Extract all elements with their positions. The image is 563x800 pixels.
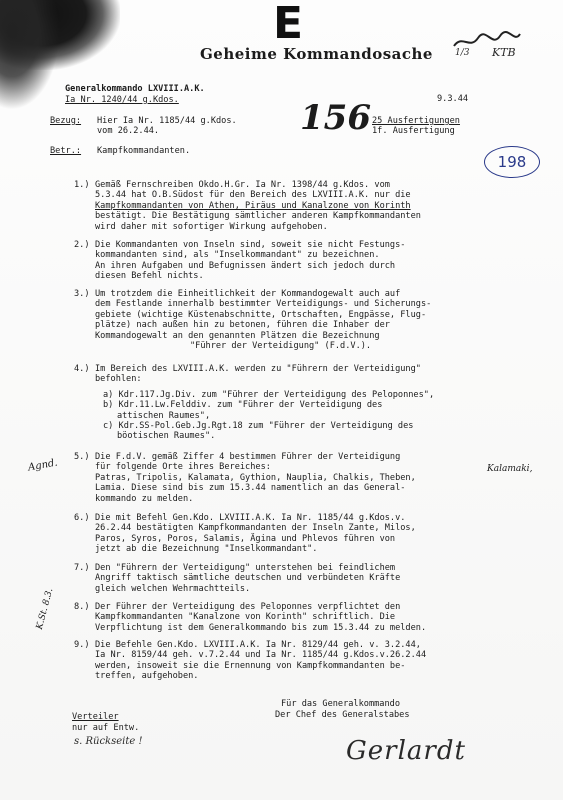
text-line: Angriff taktisch sämtliche deutschen und verbündeten Kräfte xyxy=(95,573,401,584)
text-line: Gemäß Fernschreiben Okdo.H.Gr. Ia Nr. 1398/44 g.Kdos. vom xyxy=(95,180,390,190)
copy-number: 1f. Ausfertigung xyxy=(372,126,455,136)
margin-note-agnd: Agnd. xyxy=(27,457,59,474)
paragraph-number: 5.) xyxy=(74,452,90,462)
text-line: Kommandogewalt an den genannten Plätzen die Bezeichnung xyxy=(95,330,380,341)
distribution-label: Verteiler xyxy=(72,712,119,722)
classification-stamp: Geheime Kommandosache xyxy=(200,45,433,63)
bezug-line-2: vom 26.2.44. xyxy=(97,126,160,136)
text-line: Der Führer der Verteidigung des Peloponnes verpflichtet den xyxy=(95,602,401,612)
issuer-line: Generalkommando LXVIII.A.K. xyxy=(65,84,205,94)
text-line: diesen Befehl nichts. xyxy=(95,271,204,282)
paragraph-9 xyxy=(74,640,545,682)
text-line: treffen, aufgehoben. xyxy=(95,671,199,682)
paragraph-4 xyxy=(74,364,545,442)
text-line: Kampfkommandanten von Athen, Piräus und Kanalzone von Korinth xyxy=(95,200,411,211)
paragraph-number: 4.) xyxy=(74,364,90,374)
document-date: 9.3.44 xyxy=(437,94,469,104)
pen-note: s. Rückseite ! xyxy=(74,736,143,747)
list-item: c) Kdr.SS-Pol.Geb.Jg.Rgt.18 zum "Führer der Verteidigung des xyxy=(103,421,414,432)
text-line: befohlen: xyxy=(95,374,142,385)
text-line: Den "Führern der Verteidigung" unterstehen bei feindlichem xyxy=(95,563,396,573)
paragraph-6 xyxy=(74,513,545,555)
paragraph-number: 6.) xyxy=(74,513,90,523)
text-line: Kampfkommandanten "Kanalzone von Korinth" schriftlich. Die xyxy=(95,612,396,623)
top-fraction: 1/3 xyxy=(455,48,470,58)
paragraph-3 xyxy=(74,289,545,352)
reference-line: Ia Nr. 1240/44 g.Kdos. xyxy=(65,95,179,105)
paragraph-7 xyxy=(74,563,545,594)
text-line: Im Bereich des LXVIII.A.K. werden zu "Führern der Verteidigung" xyxy=(95,364,421,374)
paragraph-number: 9.) xyxy=(74,640,90,650)
text-line: plätze) nach außen hin zu betonen, führen die Inhaber der xyxy=(95,320,390,331)
subject-line: Kampfkommandanten. xyxy=(97,146,191,156)
handwritten-insert: Kalamaki, xyxy=(487,464,533,474)
bezug-label: Bezug: xyxy=(50,116,82,126)
list-item: attischen Raumes", xyxy=(117,410,211,421)
text-line: 26.2.44 bestätigten Kampfkommandanten der Inseln Zante, Milos, xyxy=(95,523,416,534)
list-item: b) Kdr.11.Lw.Felddiv. zum "Führer der Verteidigung des xyxy=(103,400,383,411)
signature-block-line-2: Der Chef des Generalstabes xyxy=(275,710,410,720)
text-line: jetzt ab die Bezeichnung "Inselkommandant". xyxy=(95,544,318,555)
text-line: 5.3.44 hat O.B.Südost für den Bereich des LXVIII.A.K. nur die xyxy=(95,190,411,201)
bezug-line-1: Hier Ia Nr. 1185/44 g.Kdos. xyxy=(97,116,237,126)
distribution-note: nur auf Entw. xyxy=(72,723,140,733)
text-line: "Führer der Verteidigung" (F.d.V.). xyxy=(190,341,372,352)
text-line: Paros, Syros, Poros, Salamis, Ägina und Phlevos führen von xyxy=(95,533,396,544)
text-line: gebiete (wichtige Küstenabschnitte, Ortschaften, Engpässe, Flug- xyxy=(95,309,427,320)
text-line: An ihren Aufgaben und Befugnissen ändert sich jedoch durch xyxy=(95,260,396,271)
copies-count: 25 Ausfertigungen xyxy=(372,116,460,126)
handwritten-signature: Gerlardt xyxy=(346,736,466,766)
list-item: böotischen Raumes". xyxy=(117,431,216,442)
text-line: kommandanten sind, als "Inselkommandant" zu bezeichnen. xyxy=(95,250,380,261)
text-line: Um trotzdem die Einheitlichkeit der Kommandogewalt auch auf xyxy=(95,289,401,299)
text-line: bestätigt. Die Bestätigung sämtlicher anderen Kampfkommandanten xyxy=(95,211,421,222)
paragraph-number: 7.) xyxy=(74,563,90,573)
ink-blot-edge xyxy=(0,0,60,110)
text-line: Patras, Tripolis, Kalamata, Gythion, Nauplia, Chalkis, Theben, xyxy=(95,472,416,483)
paragraph-number: 3.) xyxy=(74,289,90,299)
text-line: Verpflichtung ist dem Generalkommando bis zum 15.3.44 zu melden. xyxy=(95,622,427,633)
handwritten-number: 156 xyxy=(300,98,371,138)
ktb-note: KTB xyxy=(492,46,516,59)
paragraph-number: 8.) xyxy=(74,602,90,612)
betr-label: Betr.: xyxy=(50,146,82,156)
text-line: Ia Nr. 8159/44 geh. v.7.2.44 und Ia Nr. 1185/44 g.Kdos.v.26.2.44 xyxy=(95,650,427,661)
paragraph-number: 2.) xyxy=(74,240,90,250)
paragraph-1 xyxy=(74,180,545,232)
text-line: kommando zu melden. xyxy=(95,493,194,504)
text-line: wird daher mit sofortiger Wirkung aufgehoben. xyxy=(95,221,328,232)
text-line: Die Kommandanten von Inseln sind, soweit sie nicht Festungs- xyxy=(95,240,406,250)
text-line: Die mit Befehl Gen.Kdo. LXVIII.A.K. Ia Nr. 1185/44 g.Kdos.v. xyxy=(95,513,406,523)
circled-number xyxy=(484,146,540,178)
text-line: dem Festlande innerhalb bestimmter Verteidigungs- und Sicherungs- xyxy=(95,299,432,310)
text-line: für folgende Orte ihres Bereiches: xyxy=(95,462,271,473)
text-line: gleich welchen Wehrmachtteils. xyxy=(95,583,251,594)
signature-block-line-1: Für das Generalkommando xyxy=(281,699,400,709)
list-item: a) Kdr.117.Jg.Div. zum "Führer der Verteidigung des Peloponnes", xyxy=(103,389,435,400)
paragraph-5 xyxy=(74,452,545,504)
text-line: Lamia. Diese sind bis zum 15.3.44 namentlich an das General- xyxy=(95,483,406,494)
circled-number-text: 198 xyxy=(497,153,527,171)
margin-note-kst: K.St. 8.3. xyxy=(34,587,56,631)
text-line: Die F.d.V. gemäß Ziffer 4 bestimmen Führer der Verteidigung xyxy=(95,452,401,462)
marker-letter: E xyxy=(273,0,304,49)
paragraph-2 xyxy=(74,240,545,282)
paragraph-number: 1.) xyxy=(74,180,90,190)
paragraph-8 xyxy=(74,602,545,633)
text-line: werden, insoweit sie die Ernennung von Kampfkommandanten be- xyxy=(95,660,406,671)
text-line: Die Befehle Gen.Kdo. LXVIII.A.K. Ia Nr. 8129/44 geh. v. 3.2.44, xyxy=(95,640,421,650)
